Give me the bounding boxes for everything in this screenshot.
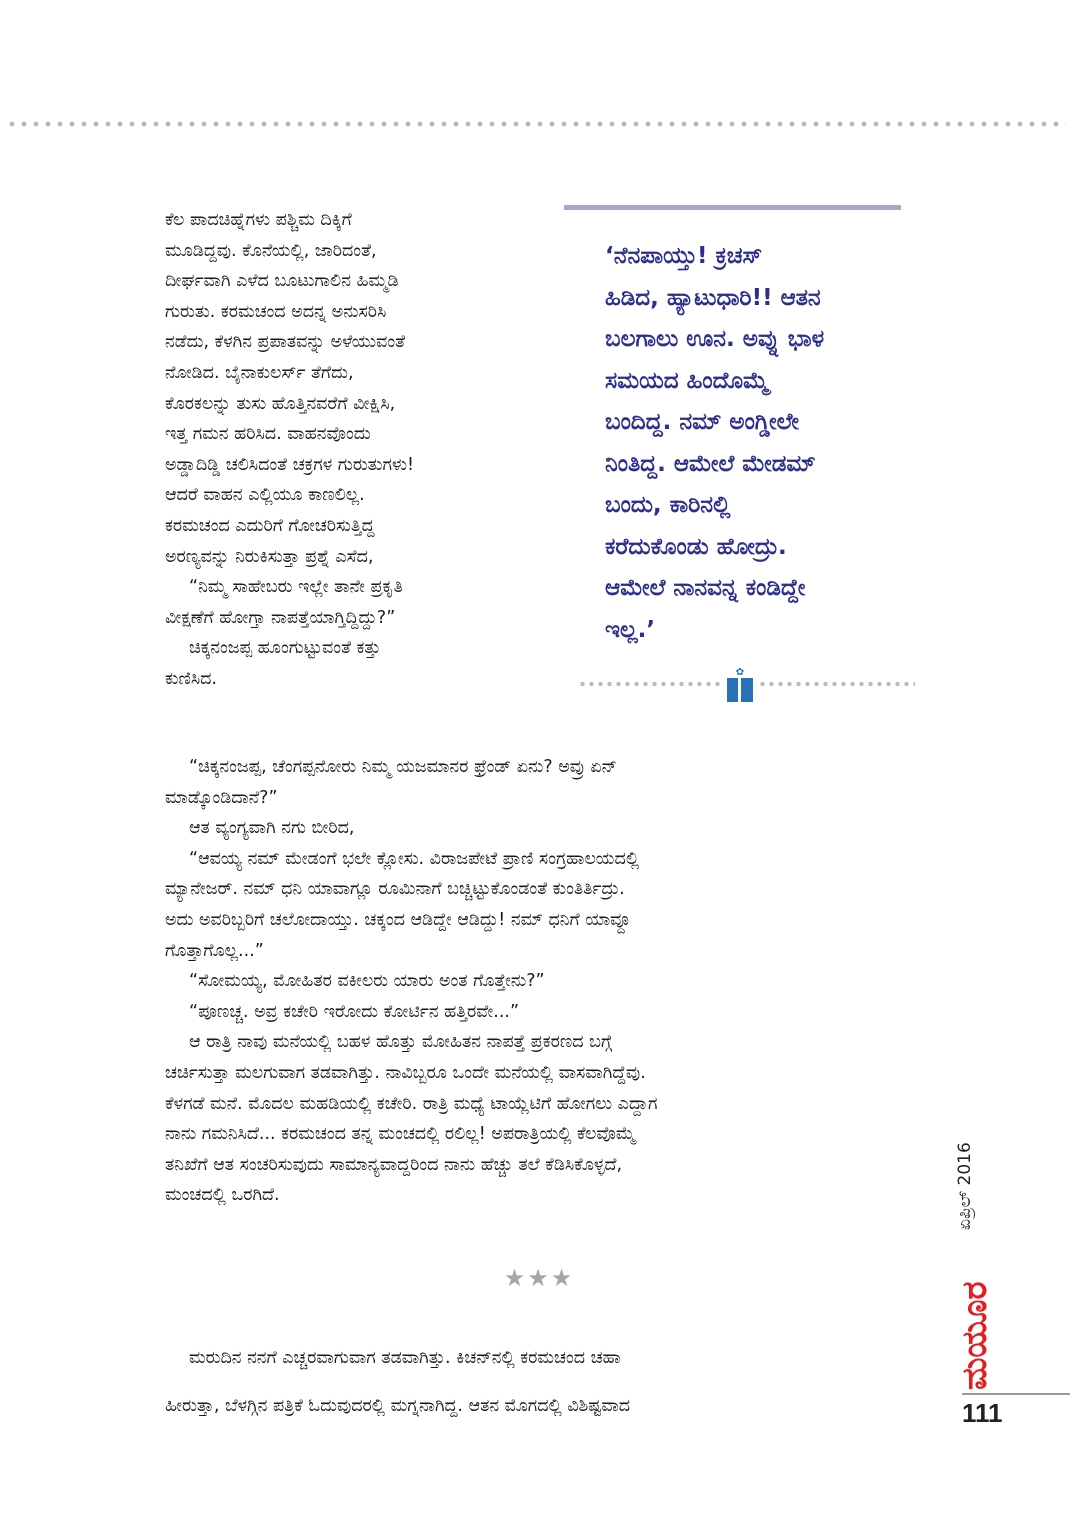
text-line: ಅಡ್ಡಾದಿಡ್ಡಿ ಚಲಿಸಿದಂತೆ ಚಕ್ರಗಳ ಗುರುತುಗಳು! (165, 454, 415, 475)
text-line: ಮರುದಿನ ನನಗೆ ಎಚ್ಚರವಾಗುವಾಗ ತಡವಾಗಿತ್ತು. ಕಿಚನ್‌ನಲ್ಲಿ ಕರಮಚಂದ ಚಹಾ (189, 1347, 621, 1368)
pull-quote (605, 236, 915, 651)
left-column-text (165, 205, 550, 695)
text-line: ಆತ ವ್ಯಂಗ್ಯವಾಗಿ ನಗು ಬೀರಿದ, (189, 818, 355, 839)
text-line: ದೀರ್ಘವಾಗಿ ಎಳೆದ ಬೂಟುಗಾಲಿನ ಹಿಮ್ಮಡಿ (165, 271, 399, 292)
pull-quote-line: ಕರೆದುಕೊಂಡು ಹೋದ್ರು. (605, 533, 787, 560)
text-line: “ಆವಯ್ಯ ನಮ್ ಮೇಡಂಗೆ ಭಲೇ ಕ್ಲೋಸು. ವಿರಾಜಪೇಟೆ ಪ್ರಾಣಿ ಸಂಗ್ರಹಾಲಯದಲ್ಲಿ (189, 848, 640, 869)
text-line: ಕುಣಿಸಿದ. (165, 668, 217, 689)
top-dotted-rule (6, 120, 1066, 128)
page-number-rule (962, 1393, 1070, 1395)
text-line: ಕೆಳಗಡೆ ಮನೆ. ಮೊದಲ ಮಹಡಿಯಲ್ಲಿ ಕಚೇರಿ. ರಾತ್ರಿ ಮಧ್ಯೆ ಟಾಯ್ಲೆಟಿಗೆ ಹೋಗಲು ಎದ್ದಾಗ (165, 1093, 658, 1114)
body-text (165, 752, 925, 1211)
pull-quote-line: ಬಂದಿದ್ದ. ನಮ್ ಅಂಗ್ಡೀಲೇ (605, 409, 800, 435)
text-line: ಕೆಲ ಪಾದಚಿಹ್ನೆಗಳು ಪಶ್ಚಿಮ ದಿಕ್ಕಿಗೆ (165, 210, 352, 230)
text-line: ಗೊತ್ತಾಗೊಲ್ಲ...” (165, 940, 264, 961)
text-line: ಕೊರಕಲನ್ನು ತುಸು ಹೊತ್ತಿನವರೆಗೆ ವೀಕ್ಷಿಸಿ, (165, 393, 396, 414)
pull-quote-line: ಸಮಯದ ಹಿಂದೊಮ್ಮೆ (605, 367, 769, 394)
text-line: ಆದರೆ ವಾಹನ ಎಲ್ಲಿಯೂ ಕಾಣಲಿಲ್ಲ. (165, 485, 365, 506)
text-line: ಹೀರುತ್ತಾ, ಬೆಳಗ್ಗಿನ ಪತ್ರಿಕೆ ಓದುವುದರಲ್ಲಿ ಮಗ್ನನಾಗಿದ್ದ. ಆತನ ಮೊಗದಲ್ಲಿ ವಿಶಿಷ್ಟವಾದ (165, 1395, 631, 1416)
text-line: ಅದು ಅವರಿಬ್ಬರಿಗೆ ಚಲೋದಾಯ್ತು. ಚಕ್ಕಂದ ಆಡಿದ್ದೇ ಆಡಿದ್ದು! ನಮ್ ಧನಿಗೆ ಯಾವ್ದೂ (165, 909, 631, 930)
section-separator: ★★★ (503, 1264, 575, 1292)
body-text-continued (165, 1325, 925, 1439)
text-line: “ಸೋಮಯ್ಯ, ಮೋಹಿತರ ವಕೀಲರು ಯಾರು ಅಂತ ಗೊತ್ತೇನು?” (189, 971, 545, 992)
pull-quote-line: ಆಮೇಲೆ ನಾನವನ್ನ ಕಂಡಿದ್ದೇ (605, 575, 806, 601)
page-number: 111 (962, 1398, 1003, 1428)
text-line: ಮೂಡಿದ್ದವು. ಕೊನೆಯಲ್ಲಿ, ಜಾರಿದಂತೆ, (165, 240, 377, 261)
text-line: “ನಿಮ್ಮ ಸಾಹೇಬರು ಇಲ್ಲೇ ತಾನೇ ಪ್ರಕೃತಿ (189, 577, 403, 598)
text-line: ತನಿಖೆಗೆ ಆತ ಸಂಚರಿಸುವುದು ಸಾಮಾನ್ಯವಾದ್ದರಿಂದ ನಾನು ಹೆಚ್ಚು ತಲೆ ಕೆಡಿಸಿಕೊಳ್ಳದೆ, (165, 1154, 623, 1175)
text-line: ನಾನು ಗಮನಿಸಿದೆ... ಕರಮಚಂದ ತನ್ನ ಮಂಚದಲ್ಲಿ ರಲಿಲ್ಲ! ಅಪರಾತ್ರಿಯಲ್ಲಿ ಕೆಲವೊಮ್ಮೆ (165, 1124, 636, 1145)
text-line: ಆ ರಾತ್ರಿ ನಾವು ಮನೆಯಲ್ಲಿ ಬಹಳ ಹೊತ್ತು ಮೋಹಿತನ ನಾಪತ್ತೆ ಪ್ರಕರಣದ ಬಗ್ಗೆ (189, 1032, 613, 1053)
pull-quote-line: ಬಲಗಾಲು ಊನ. ಅವ್ನು ಭಾಳ (605, 326, 825, 352)
pull-quote-line: ಇಲ್ಲ.’ (605, 616, 656, 643)
magazine-logo: ಮಯೂರ (955, 1281, 995, 1390)
text-line: “ಪೂಣಚ್ಚ. ಅವ್ರ ಕಚೇರಿ ಇರೋದು ಕೋರ್ಟಿನ ಹತ್ತಿರವೇ...” (189, 1001, 520, 1022)
text-line: ಅರಣ್ಯವನ್ನು ನಿರುಕಿಸುತ್ತಾ ಪ್ರಶ್ನೆ ಎಸೆದ, (165, 546, 374, 567)
issue-date: ಏಪ್ರಿಲ್ 2016 (955, 1142, 975, 1230)
pull-quote-line: ಬಂದು, ಕಾರಿನಲ್ಲಿ (605, 492, 731, 518)
text-line: ಗುರುತು. ಕರಮಚಂದ ಅದನ್ನ ಅನುಸರಿಸಿ (165, 301, 387, 322)
pull-quote-line: ‘ನೆನಪಾಯ್ತು! ಕ್ರಚಸ್ (605, 243, 763, 269)
pull-quote-rule (564, 205, 901, 210)
text-line: ಮಂಚದಲ್ಲಿ ಒರಗಿದೆ. (165, 1185, 280, 1206)
text-line: ಮ್ಯಾನೇಜರ್. ನಮ್ ಧನಿ ಯಾವಾಗ್ಲೂ ರೂಮಿನಾಗೆ ಬಚ್ಚಿಟ್ಟುಕೊಂಡಂತೆ ಕುಂತಿರ್ತಿದ್ರು. (165, 879, 625, 900)
text-line: ಕರಮಚಂದ ಎದುರಿಗೆ ಗೋಚರಿಸುತ್ತಿದ್ದ (165, 515, 375, 536)
text-line: “ಚಿಕ್ಕನಂಜಪ್ಪ, ಚೆಂಗಪ್ಪನೋರು ನಿಮ್ಮ ಯಜಮಾನರ ಫ್ರೆಂಡ್ ಏನು? ಅವ್ರು ಏನ್ (189, 757, 618, 777)
text-line: ಚಿಕ್ಕನಂಜಪ್ಪ ಹೂಂಗುಟ್ಟುವಂತೆ ಕತ್ತು (189, 638, 381, 659)
text-line: ಚರ್ಚಿಸುತ್ತಾ ಮಲಗುವಾಗ ತಡವಾಗಿತ್ತು. ನಾವಿಬ್ಬರೂ ಒಂದೇ ಮನೆಯಲ್ಲಿ ವಾಸವಾಗಿದ್ದೆವು. (165, 1062, 646, 1083)
text-line: ಮಾಡ್ಕೊಂಡಿದಾನೆ?” (165, 787, 278, 808)
text-line: ನಡೆದು, ಕೆಳಗಿನ ಪ್ರಪಾತವನ್ನು ಅಳೆಯುವಂತೆ (165, 332, 406, 353)
text-line: ಇತ್ತ ಗಮನ ಹರಿಸಿದ. ವಾಹನವೊಂದು (165, 424, 371, 445)
gift-box-icon: ✿ (724, 669, 756, 703)
text-line: ನೋಡಿದ. ಬೈನಾಕುಲರ್ಸ್ ತೆಗೆದು, (165, 362, 354, 383)
pull-quote-line: ನಿಂತಿದ್ದ. ಆಮೇಲೆ ಮೇಡಮ್ (605, 450, 816, 477)
pull-quote-line: ಹಿಡಿದ, ಹ್ಯಾಟುಧಾರಿ!! ಆತನ (605, 284, 821, 311)
text-line: ವೀಕ್ಷಣೆಗೆ ಹೋಗ್ತಾ ನಾಪತ್ತೆಯಾಗ್ತಿದ್ದಿದ್ದು?” (165, 607, 396, 628)
